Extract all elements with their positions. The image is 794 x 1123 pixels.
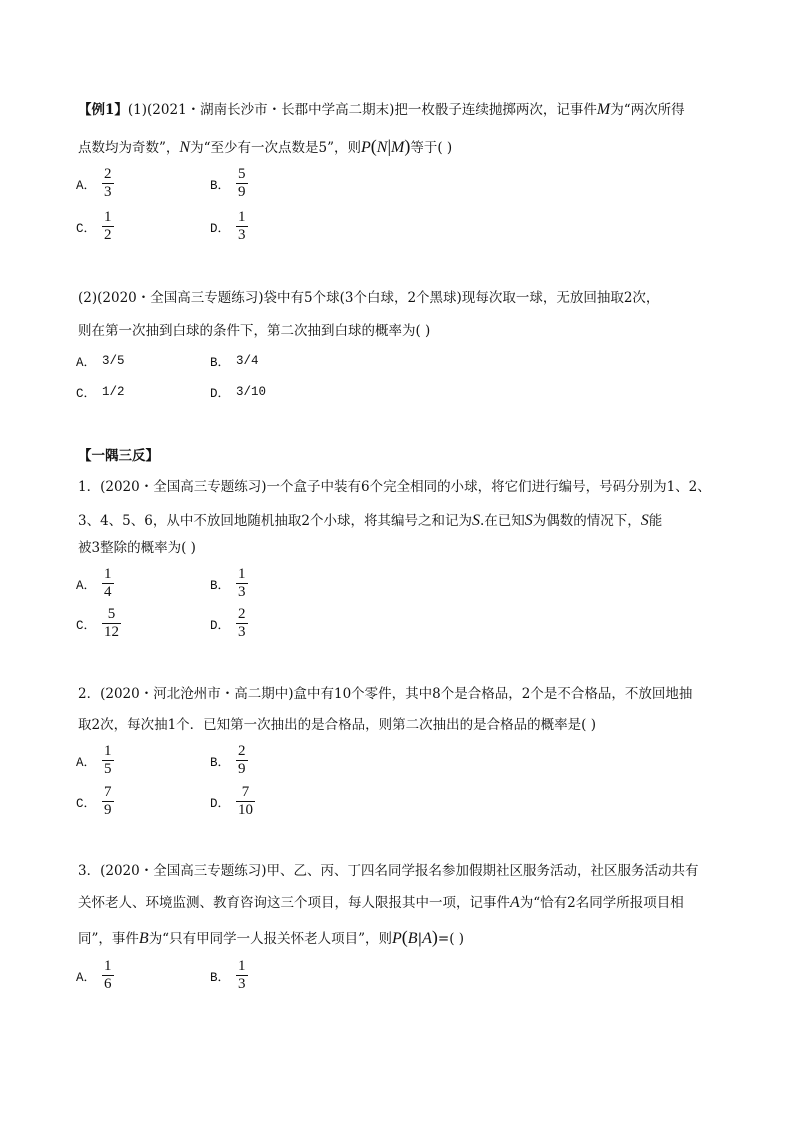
- q1-line3: 被3整除的概率为( ): [78, 540, 196, 556]
- ex1-option-c: C． $\frac{1}{2}$: [76, 209, 112, 243]
- fraction: $\frac{1}{4}$: [104, 566, 112, 600]
- q2-option-a: A． $\frac{1}{5}$: [76, 743, 112, 777]
- fraction: $\frac{5}{9}$: [238, 166, 246, 200]
- q1-line1: 1．(2020・全国高三专题练习)一个盒子中装有6个完全相同的小球，将它们进行编号，号码分别为1、2、: [78, 479, 711, 495]
- q2-option-c: C． $\frac{7}{9}$: [76, 784, 112, 818]
- ex2-option-d: D． 3/10: [210, 385, 267, 401]
- fraction: $\frac{5}{12}$: [104, 606, 119, 640]
- section-heading: 【一隅三反】: [78, 448, 159, 464]
- fraction: $\frac{1}{3}$: [238, 958, 246, 992]
- ex1-line2: 点数均为奇数”，N为“至少有一次点数是5”，则P(N|M)等于( ): [78, 136, 453, 156]
- q1-option-c: C． $\frac{5}{12}$: [76, 606, 119, 640]
- fraction: $\frac{7}{10}$: [238, 784, 253, 818]
- fraction: $\frac{2}{3}$: [238, 606, 246, 640]
- ex1-label: 【例1】: [78, 102, 128, 118]
- q1-option-d: D． $\frac{2}{3}$: [210, 606, 246, 640]
- fraction: $\frac{1}{2}$: [104, 209, 112, 243]
- ex1-option-d: D． $\frac{1}{3}$: [210, 209, 246, 243]
- q2-line2: 取2次，每次抽1个．已知第一次抽出的是合格品，则第二次抽出的是合格品的概率是( ): [78, 717, 597, 733]
- ex2-line1: (2)(2020・全国高三专题练习)袋中有5个球(3个白球，2个黑球)现每次取一球，无放回抽取2次，: [78, 290, 660, 306]
- fraction: $\frac{1}{5}$: [104, 743, 112, 777]
- q3-line3: 同”，事件B为“只有甲同学一人报关怀老人项目”，则P(B|A)=( ): [78, 927, 465, 947]
- ex2-line2: 则在第一次抽到白球的条件下，第二次抽到白球的概率为( ): [78, 323, 431, 339]
- ex1-option-a: A． $\frac{2}{3}$: [76, 166, 112, 200]
- fraction: $\frac{2}{3}$: [104, 166, 112, 200]
- q1-option-b: B． $\frac{1}{3}$: [210, 566, 246, 600]
- q3-line2: 关怀老人、环境监测、教育咨询这三个项目，每人限报其中一项，记事件A为“恰有2名同学所报项目相: [78, 894, 684, 911]
- fraction: $\frac{1}{6}$: [104, 958, 112, 992]
- q3-option-b: B． $\frac{1}{3}$: [210, 958, 246, 992]
- ex2-option-a: A． 3/5: [76, 354, 125, 370]
- q3-line1: 3．(2020・全国高三专题练习)甲、乙、丙、丁四名同学报名参加假期社区服务活动，社区服务活动共有: [78, 863, 699, 879]
- ex1-line1: 【例1】(1)(2021・湖南长沙市・长郡中学高二期末)把一枚骰子连续抛掷两次，记事件M为“两次所得: [78, 101, 685, 118]
- fraction: $\frac{7}{9}$: [104, 784, 112, 818]
- fraction: $\frac{1}{3}$: [238, 566, 246, 600]
- q2-option-b: B． $\frac{2}{9}$: [210, 743, 246, 777]
- ex2-option-b: B． 3/4: [210, 354, 259, 370]
- ex1-option-b: B． $\frac{5}{9}$: [210, 166, 246, 200]
- q1-line2: 3、4、5、6，从中不放回地随机抽取2个小球，将其编号之和记为S.在已知S为偶数的情况下，S能: [78, 512, 663, 529]
- ex2-option-c: C． 1/2: [76, 385, 125, 401]
- q2-line1: 2．(2020・河北沧州市・高二期中)盒中有10个零件，其中8个是合格品，2个是不合格品，不放回地抽: [78, 686, 693, 702]
- fraction: $\frac{1}{3}$: [238, 209, 246, 243]
- q3-option-a: A． $\frac{1}{6}$: [76, 958, 112, 992]
- q2-option-d: D． $\frac{7}{10}$: [210, 784, 253, 818]
- q1-option-a: A． $\frac{1}{4}$: [76, 566, 112, 600]
- fraction: $\frac{2}{9}$: [238, 743, 246, 777]
